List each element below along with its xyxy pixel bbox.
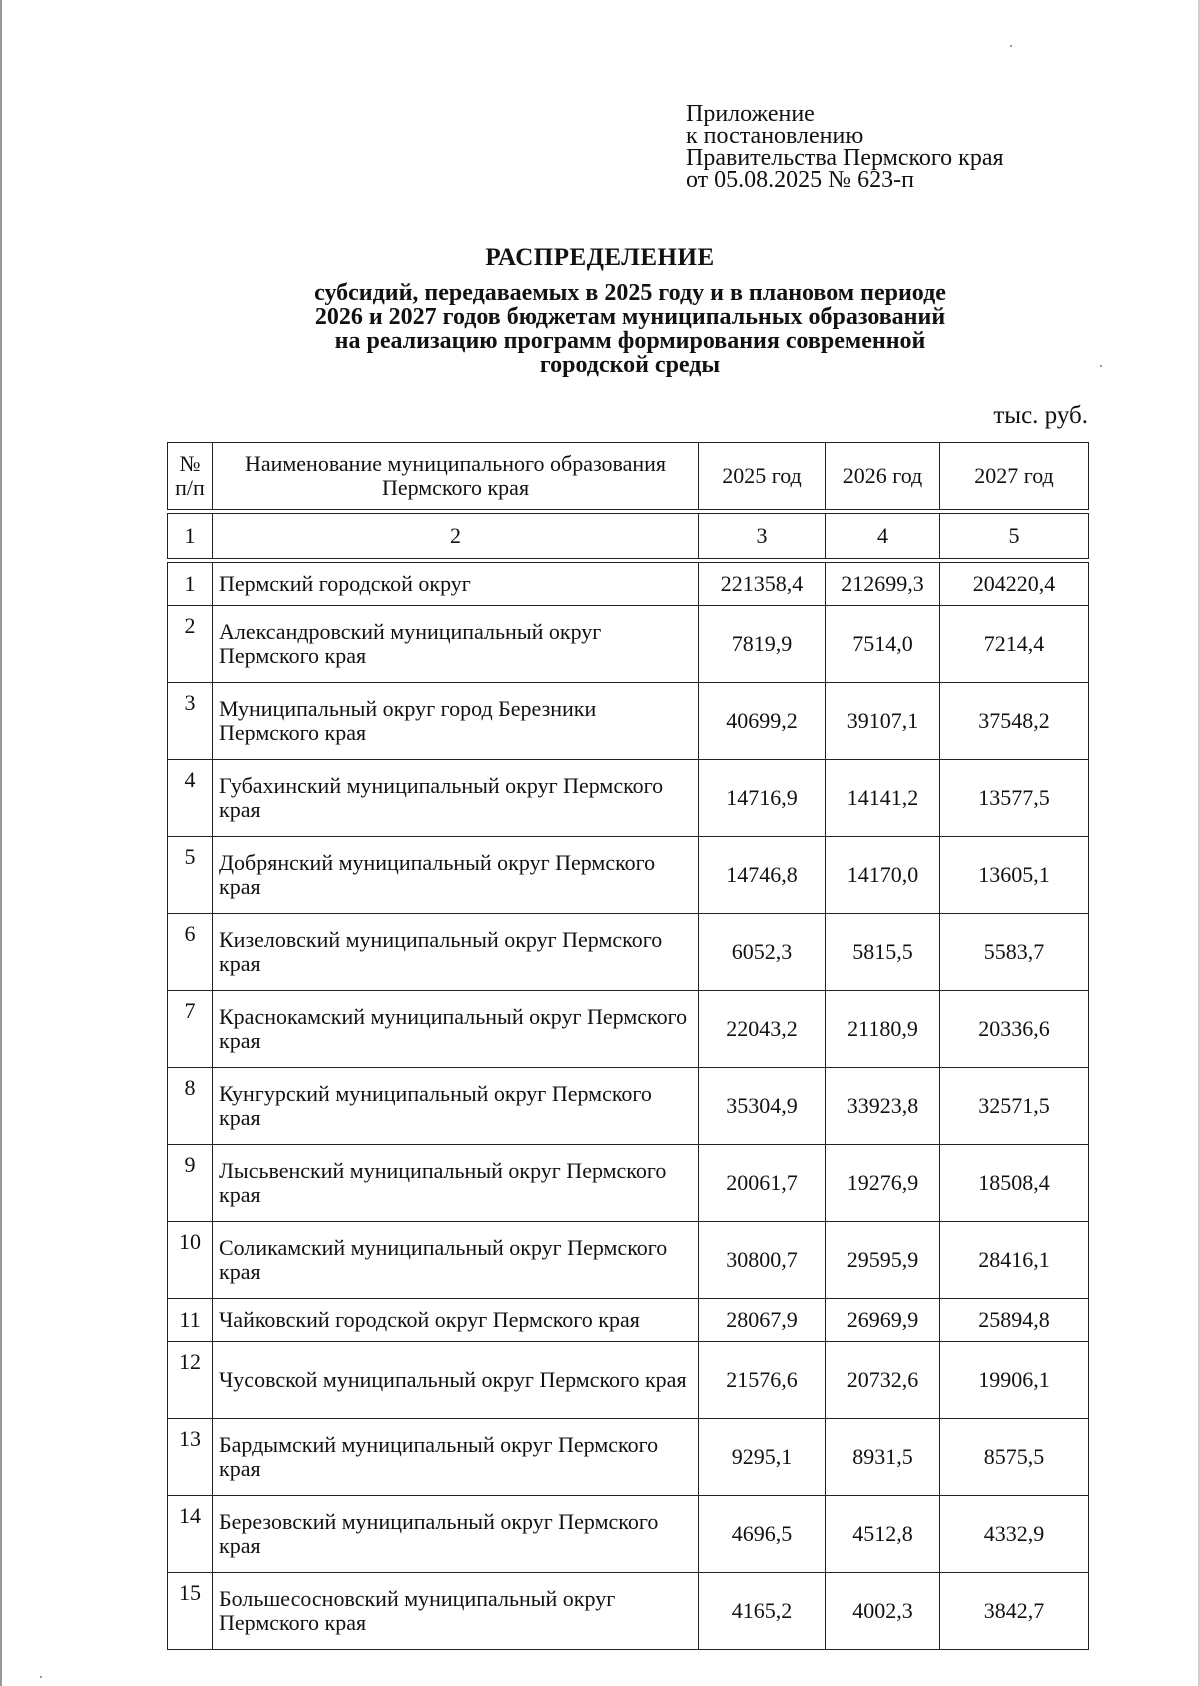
row-value-2025: 4696,5 [699,1496,826,1573]
row-name: Александровский муниципальный округ Пермского края [213,606,699,683]
row-value-2026: 14170,0 [826,837,940,914]
row-name: Лысьвенский муниципальный округ Пермского края [213,1145,699,1222]
table-row [168,1496,1089,1573]
row-value-2027: 4332,9 [940,1496,1089,1573]
row-value-2027: 37548,2 [940,683,1089,760]
row-value-2026: 19276,9 [826,1145,940,1222]
header-num: № п/п [168,443,213,510]
row-value-2025: 4165,2 [699,1573,826,1650]
table-row [168,1573,1089,1650]
table-row [168,1068,1089,1145]
column-index-cell: 2 [213,514,699,559]
table-row [168,837,1089,914]
document-subtitle [150,281,1110,377]
row-value-2025: 14746,8 [699,837,826,914]
row-num: 1 [168,563,213,606]
row-value-2025: 7819,9 [699,606,826,683]
row-num: 11 [168,1299,213,1342]
scan-speck [40,1676,42,1678]
row-value-2027: 13605,1 [940,837,1089,914]
row-value-2027: 25894,8 [940,1299,1089,1342]
column-index-cell: 1 [168,514,213,559]
row-name: Губахинский муниципальный округ Пермского края [213,760,699,837]
table-row [168,991,1089,1068]
row-value-2026: 7514,0 [826,606,940,683]
row-num: 5 [168,837,213,914]
row-name: Березовский муниципальный округ Пермского края [213,1496,699,1573]
scan-speck [1010,45,1012,47]
row-value-2027: 18508,4 [940,1145,1089,1222]
row-value-2027: 7214,4 [940,606,1089,683]
row-value-2026: 5815,5 [826,914,940,991]
row-name: Соликамский муниципальный округ Пермского края [213,1222,699,1299]
row-value-2027: 28416,1 [940,1222,1089,1299]
row-value-2026: 4512,8 [826,1496,940,1573]
row-value-2026: 20732,6 [826,1342,940,1419]
column-index-cell: 3 [699,514,826,559]
row-value-2027: 8575,5 [940,1419,1089,1496]
row-value-2026: 14141,2 [826,760,940,837]
row-value-2025: 40699,2 [699,683,826,760]
row-value-2026: 29595,9 [826,1222,940,1299]
row-name: Краснокамский муниципальный округ Пермского края [213,991,699,1068]
row-value-2025: 28067,9 [699,1299,826,1342]
row-name: Большесосновский муниципальный округ Пермского края [213,1573,699,1650]
row-num: 15 [168,1573,213,1650]
row-value-2027: 13577,5 [940,760,1089,837]
column-index-cell: 5 [940,514,1089,559]
row-value-2026: 26969,9 [826,1299,940,1342]
units-label: тыс. руб. [993,402,1088,429]
subtitle-line-4: городской среды [539,352,721,378]
table-row [168,683,1089,760]
row-num: 9 [168,1145,213,1222]
row-num: 3 [168,683,213,760]
row-name: Кизеловский муниципальный округ Пермского края [213,914,699,991]
row-value-2027: 19906,1 [940,1342,1089,1419]
table-row [168,563,1089,606]
row-name: Добрянский муниципальный округ Пермского края [213,837,699,914]
row-num: 2 [168,606,213,683]
header-2025: 2025 год [699,443,826,510]
row-value-2025: 22043,2 [699,991,826,1068]
row-value-2027: 204220,4 [940,563,1089,606]
document-title: РАСПРЕДЕЛЕНИЕ [485,244,715,271]
column-index-row [168,514,1089,559]
row-value-2027: 3842,7 [940,1573,1089,1650]
row-value-2025: 21576,6 [699,1342,826,1419]
table-row [168,914,1089,991]
row-name: Чусовской муниципальный округ Пермского края [213,1342,699,1419]
row-value-2025: 9295,1 [699,1419,826,1496]
row-num: 13 [168,1419,213,1496]
table-row [168,1419,1089,1496]
row-num: 10 [168,1222,213,1299]
annex-line-4: от 05.08.2025 № 623-п [686,167,914,193]
row-value-2025: 6052,3 [699,914,826,991]
annex-line-2: к постановлению [686,123,864,149]
annex-line-1: Приложение [686,101,815,127]
subtitle-line-1: субсидий, передаваемых в 2025 году и в плановом периоде [314,280,946,306]
row-value-2026: 4002,3 [826,1573,940,1650]
row-value-2027: 5583,7 [940,914,1089,991]
subtitle-line-2: 2026 и 2027 годов бюджетам муниципальных образований [314,304,946,330]
table-row [168,1145,1089,1222]
table-row [168,1299,1089,1342]
annex-block [686,103,1004,191]
row-value-2025: 221358,4 [699,563,826,606]
row-value-2025: 20061,7 [699,1145,826,1222]
row-num: 7 [168,991,213,1068]
row-name: Кунгурский муниципальный округ Пермского края [213,1068,699,1145]
row-value-2026: 212699,3 [826,563,940,606]
row-num: 14 [168,1496,213,1573]
column-index-cell: 4 [826,514,940,559]
header-2027: 2027 год [940,443,1089,510]
row-name: Бардымский муниципальный округ Пермского края [213,1419,699,1496]
row-name: Муниципальный округ город Березники Пермского края [213,683,699,760]
row-num: 12 [168,1342,213,1419]
row-name: Чайковский городской округ Пермского края [213,1299,699,1342]
table-row [168,760,1089,837]
table-header-row [168,443,1089,510]
row-value-2026: 39107,1 [826,683,940,760]
row-num: 8 [168,1068,213,1145]
row-value-2027: 32571,5 [940,1068,1089,1145]
row-value-2025: 30800,7 [699,1222,826,1299]
row-name: Пермский городской округ [213,563,699,606]
row-num: 6 [168,914,213,991]
subsidy-table [167,442,1089,1650]
row-value-2025: 35304,9 [699,1068,826,1145]
row-value-2025: 14716,9 [699,760,826,837]
row-value-2026: 8931,5 [826,1419,940,1496]
row-value-2027: 20336,6 [940,991,1089,1068]
table-row [168,606,1089,683]
table-row [168,1342,1089,1419]
subtitle-line-3: на реализацию программ формирования современной [334,328,926,354]
row-value-2026: 33923,8 [826,1068,940,1145]
header-name: Наименование муниципального образования Пермского края [213,443,699,510]
annex-line-3: Правительства Пермского края [686,145,1004,171]
table-row [168,1222,1089,1299]
header-2026: 2026 год [826,443,940,510]
row-num: 4 [168,760,213,837]
row-value-2026: 21180,9 [826,991,940,1068]
scan-speck [1100,365,1102,367]
